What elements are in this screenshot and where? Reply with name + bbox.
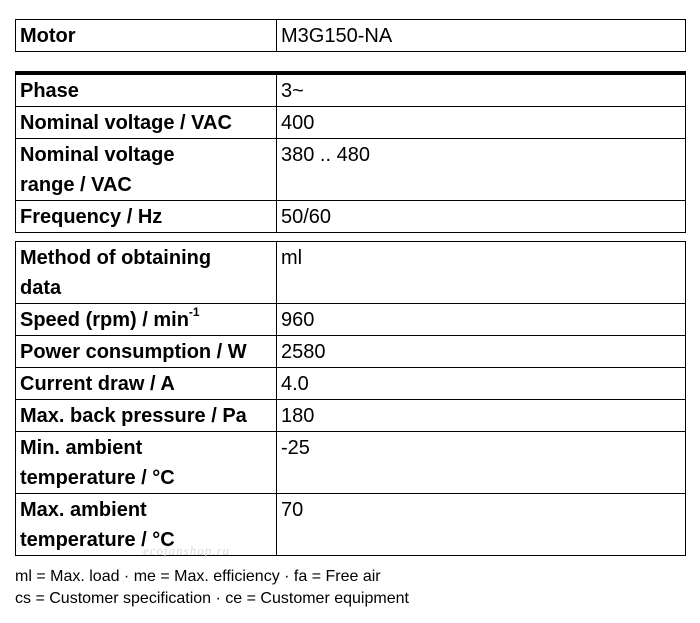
nominal-voltage-value: 400 (277, 107, 686, 139)
motor-label: Motor (16, 20, 277, 52)
nominal-voltage-range-label (16, 139, 277, 201)
frequency-label: Frequency / Hz (16, 201, 277, 233)
footnote-line-1: ml = Max. load · me = Max. efficiency · fa = Free air (15, 568, 381, 585)
speed-label (16, 304, 277, 336)
table-row (16, 304, 686, 336)
speed-label-superscript: -1 (188, 305, 200, 320)
min-ambient-temp-value: -25 (277, 432, 686, 494)
table-row (16, 201, 686, 233)
speed-value: 960 (277, 304, 686, 336)
motor-table (15, 19, 686, 52)
frequency-value: 50/60 (277, 201, 686, 233)
label-line-1: Nominal voltage (20, 144, 175, 166)
label-line-1: Min. ambient (20, 437, 143, 459)
label-line-2: temperature / °C (20, 529, 175, 551)
table-row (16, 139, 686, 201)
performance-table (15, 241, 686, 556)
back-pressure-label: Max. back pressure / Pa (16, 400, 277, 432)
nominal-voltage-range-value: 380 .. 480 (277, 139, 686, 201)
table-row (16, 20, 686, 52)
footnote-line-2: cs = Customer specification · ce = Customer equipment (15, 590, 409, 607)
power-consumption-value: 2580 (277, 336, 686, 368)
max-ambient-temp-value: 70 (277, 494, 686, 556)
label-line-1: Max. ambient (20, 499, 147, 521)
power-consumption-label: Power consumption / W (16, 336, 277, 368)
table-row (16, 242, 686, 304)
label-line-2: range / VAC (20, 174, 132, 196)
table-row (16, 368, 686, 400)
current-draw-value: 4.0 (277, 368, 686, 400)
phase-label: Phase (16, 73, 277, 107)
min-ambient-temp-label (16, 432, 277, 494)
table-row (16, 336, 686, 368)
table-row (16, 107, 686, 139)
method-label (16, 242, 277, 304)
electrical-table (15, 71, 686, 233)
label-line-2: temperature / °C (20, 467, 175, 489)
motor-value: M3G150-NA (277, 20, 686, 52)
back-pressure-value: 180 (277, 400, 686, 432)
label-line-2: data (20, 277, 62, 299)
table-row (16, 494, 686, 556)
table-row (16, 400, 686, 432)
watermark: ecofanshop.ru (143, 543, 231, 558)
table-row (16, 73, 686, 107)
current-draw-label: Current draw / A (16, 368, 277, 400)
label-line-1: Method of obtaining (20, 247, 212, 269)
nominal-voltage-label: Nominal voltage / VAC (16, 107, 277, 139)
method-value: ml (277, 242, 686, 304)
phase-value: 3~ (277, 73, 686, 107)
table-row (16, 432, 686, 494)
speed-label-text: Speed (rpm) / min (20, 309, 189, 331)
